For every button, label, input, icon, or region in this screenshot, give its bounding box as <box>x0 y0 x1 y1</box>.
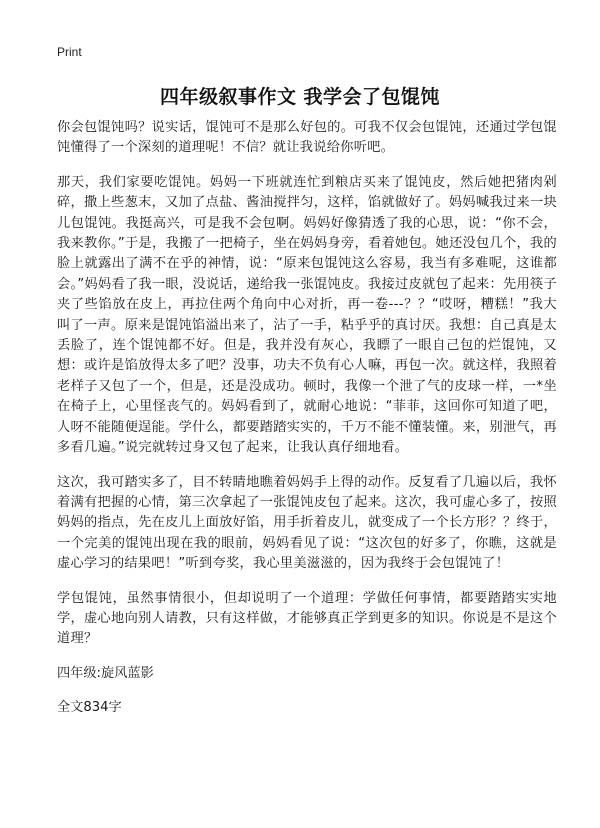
article-title: 四年级叙事作文 我学会了包馄饨 <box>159 86 441 108</box>
word-count: 全文834字 <box>57 699 122 715</box>
article-paragraph: 这次，我可踏实多了，目不转睛地瞧着妈妈手上得的动作。反复看了几遍以后，我怀着满有把握的心情，第三次拿起了一张馄饨皮包了起来。这次，我可虚心多了，按照妈妈的指点，先在皮儿上面放好馅，用手折着皮儿，就变成了一个长方形？？终于，一个完美的馄饨出现在我的眼前，妈妈看见了说：“这次包的好多了，你瞧，这就是虚心学习的结果吧！”听到夸奖，我心里美滋滋的，因为我终于会包馄饨了！ <box>57 474 557 572</box>
author-signature: 四年级:旋风蓝影 <box>57 665 154 681</box>
article-paragraph: 那天，我们家要吃馄饨。妈妈一下班就连忙到粮店买来了馄饨皮，然后她把猪肉剁碎，撒上些葱末，又加了点盐、酱油搅拌匀，这样，馅就做好了。妈妈喊我过来一块儿包馄饨。我挺高兴，可是我不会包啊。妈妈好像猜透了我的心思，说：“你不会，我来教你。”于是，我搬了一把椅子，坐在妈妈身旁，看着她包。她还没包几个，我的脸上就露出了满不在乎的神情，说：“原来包馄饨这么容易，我当有多难呢，这谁都会。”妈妈看了我一眼，没说话，递给我一张馄饨皮。我接过皮就包了起来：先用筷子夹了些馅放在皮上，再拉住两个角向中心对折，再一卷---？？“哎呀，糟糕！”我大叫了一声。原来是馄饨馅溢出来了，沾了一手，粘乎乎的真讨厌。我想：自己真是太丢脸了，连个馄饨都不好。但是，我并没有灰心，我瞟了一眼自己包的烂馄饨，又想：或许是馅放得太多了吧？没事，功夫不负有心人嘛，再包一次。就这样，我照着老样子又包了一个，但是，还是没成功。顿时，我像一个泄了气的皮球一样，一*坐在椅子上，心里怪丧气的。妈妈看到了，就耐心地说：“菲菲，这回你可知道了吧，人呀不能随便逞能。学什么，都要踏踏实实的，千万不能不懂装懂。来，别泄气，再多看几遍。”说完就转过身又包了起来，让我认真仔细地看。 <box>57 174 557 456</box>
article-paragraph: 学包馄饨，虽然事情很小，但却说明了一个道理：学做任何事情，都要踏踏实实地学，虚心地向别人请教，只有这样做，才能够真正学到更多的知识。你说是不是这个道理？ <box>57 590 557 647</box>
print-link[interactable]: Print <box>57 45 82 59</box>
article-paragraph: 你会包馄饨吗？说实话，馄饨可不是那么好包的。可我不仅会包馄饨，还通过学包馄饨懂得了一个深刻的道理呢！不信？就让我说给你听吧。 <box>57 120 557 156</box>
article-body <box>57 118 557 718</box>
